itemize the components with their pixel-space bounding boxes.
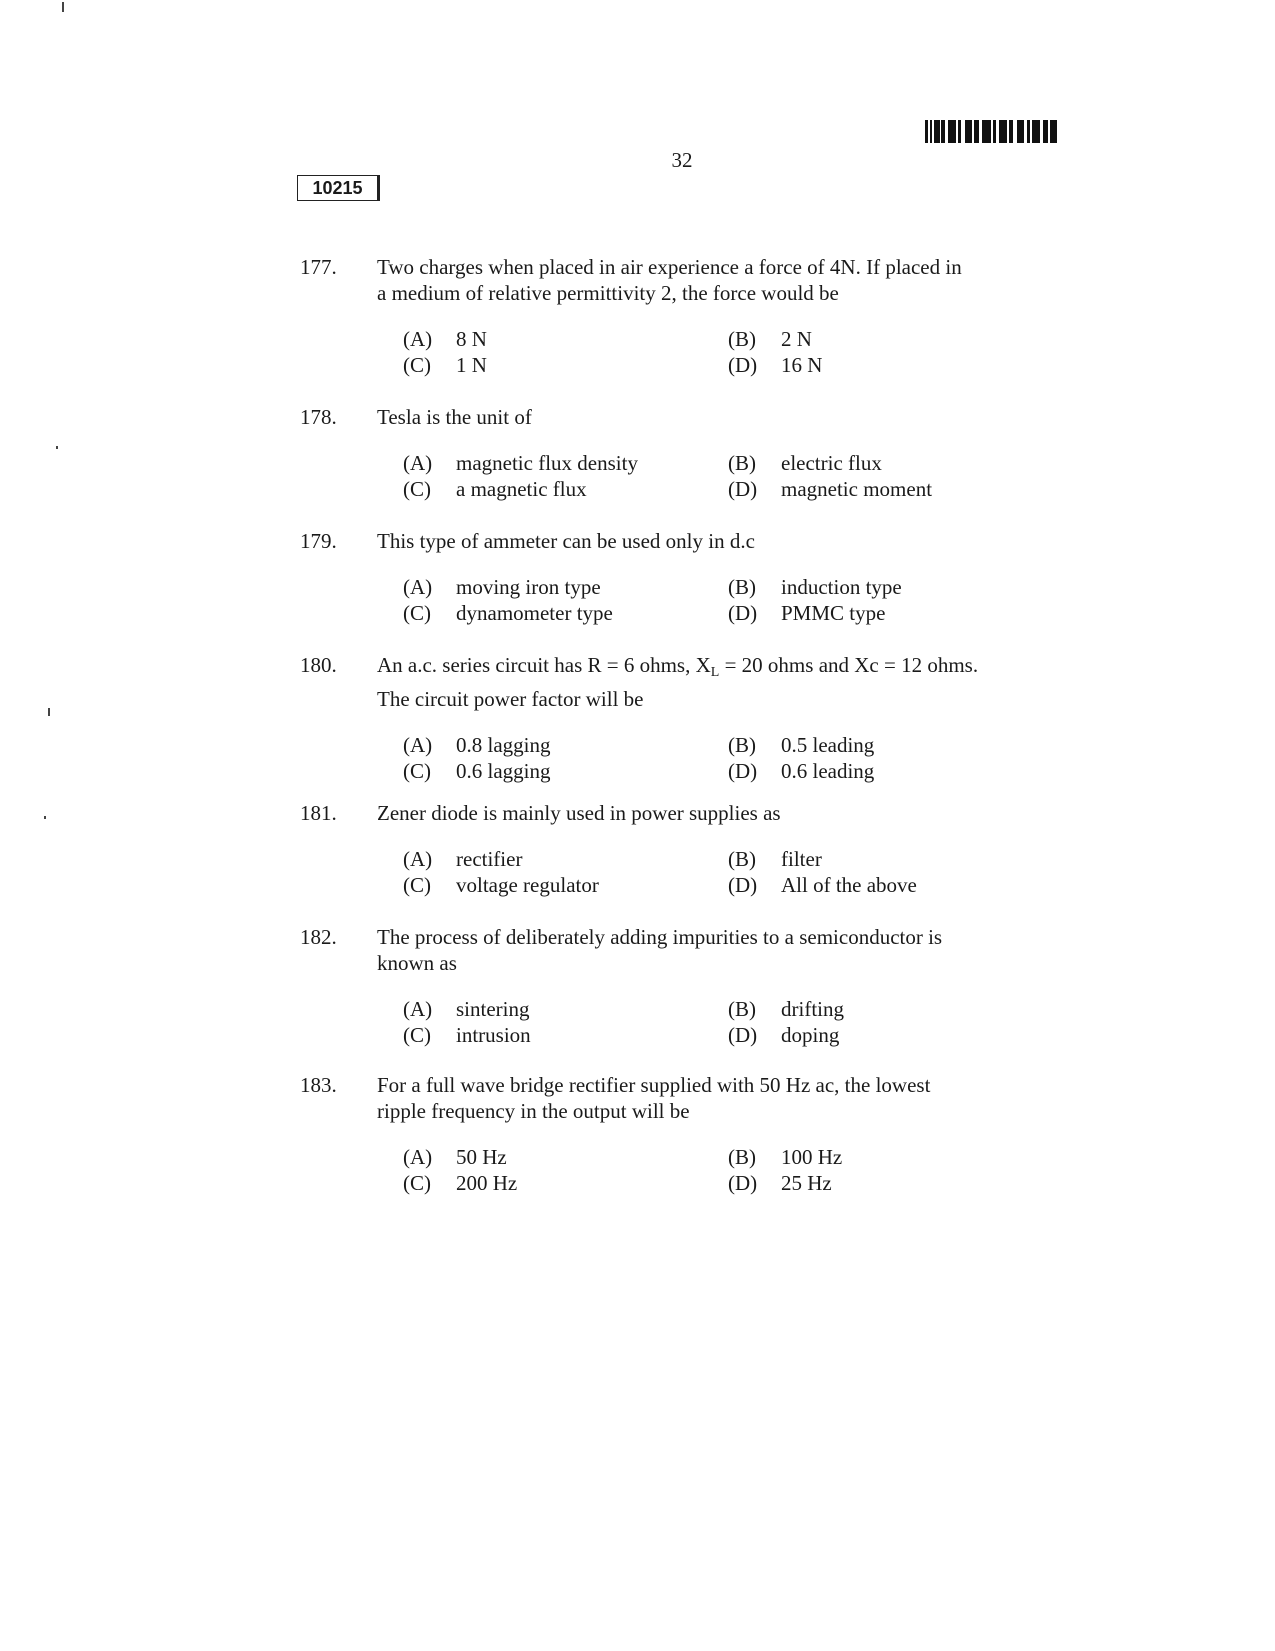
option-text: sintering — [456, 997, 530, 1021]
question-181 — [300, 800, 1060, 898]
option-letter: (B) — [728, 327, 756, 351]
question-text-part: = 20 ohms and Xc = 12 ohms. — [719, 653, 979, 677]
option-letter: (A) — [403, 451, 433, 475]
question-text-line: ripple frequency in the output will be — [377, 1099, 690, 1123]
option-letter: (A) — [403, 575, 433, 599]
option-a — [403, 1144, 728, 1170]
question-number: 180. — [300, 653, 337, 677]
scan-speck — [62, 2, 64, 12]
options-grid — [403, 450, 1060, 502]
question-179 — [300, 528, 1060, 626]
option-letter: (B) — [728, 451, 756, 475]
question-text-line: This type of ammeter can be used only in d.c — [377, 529, 755, 553]
option-letter: (C) — [403, 1023, 431, 1047]
question-text-part: An a.c. series circuit has R = 6 ohms, X — [377, 653, 711, 677]
option-letter: (C) — [403, 477, 431, 501]
option-c — [403, 1170, 728, 1196]
question-text-line: Two charges when placed in air experience a force of 4N. If placed in — [377, 255, 962, 279]
option-b — [728, 326, 1038, 352]
options-grid — [403, 996, 1060, 1048]
question-text — [377, 652, 1052, 712]
option-a — [403, 450, 728, 476]
question-text-line: Zener diode is mainly used in power supplies as — [377, 801, 781, 825]
question-text-line: known as — [377, 951, 457, 975]
options-grid — [403, 1144, 1060, 1196]
option-a — [403, 326, 728, 352]
option-d — [728, 352, 1038, 378]
option-letter: (D) — [728, 353, 758, 377]
question-text-line — [377, 652, 1052, 686]
option-text: rectifier — [456, 847, 523, 871]
question-number: 178. — [300, 405, 337, 429]
option-letter: (B) — [728, 733, 756, 757]
option-c — [403, 476, 728, 502]
option-c — [403, 352, 728, 378]
option-b — [728, 574, 1038, 600]
option-text: 16 N — [781, 353, 823, 377]
option-text: 25 Hz — [781, 1171, 832, 1195]
question-text — [377, 528, 1052, 554]
option-text: doping — [781, 1023, 840, 1047]
option-text: PMMC type — [781, 601, 886, 625]
option-letter: (D) — [728, 1023, 758, 1047]
question-177 — [300, 254, 1060, 378]
question-text-line: a medium of relative permittivity 2, the force would be — [377, 281, 839, 305]
option-letter: (A) — [403, 1145, 433, 1169]
option-letter: (C) — [403, 759, 431, 783]
option-letter: (D) — [728, 1171, 758, 1195]
question-text — [377, 254, 1052, 306]
option-letter: (B) — [728, 997, 756, 1021]
option-d — [728, 872, 1038, 898]
option-text: filter — [781, 847, 822, 871]
option-c — [403, 1022, 728, 1048]
option-letter: (C) — [403, 873, 431, 897]
option-letter: (A) — [403, 327, 433, 351]
option-text: All of the above — [781, 873, 917, 897]
option-letter: (B) — [728, 847, 756, 871]
option-text: magnetic moment — [781, 477, 933, 501]
option-letter: (A) — [403, 847, 433, 871]
question-text-line: The circuit power factor will be — [377, 687, 644, 711]
option-letter: (C) — [403, 353, 431, 377]
option-text: electric flux — [781, 451, 882, 475]
option-text: 1 N — [456, 353, 487, 377]
option-d — [728, 600, 1038, 626]
option-b — [728, 996, 1038, 1022]
option-b — [728, 846, 1038, 872]
question-text-line: The process of deliberately adding impurities to a semiconductor is — [377, 925, 943, 949]
option-text: induction type — [781, 575, 902, 599]
option-text: 0.5 leading — [781, 733, 875, 757]
option-text: drifting — [781, 997, 844, 1021]
option-text: 50 Hz — [456, 1145, 507, 1169]
question-number: 179. — [300, 529, 337, 553]
option-text: voltage regulator — [456, 873, 599, 897]
question-number: 183. — [300, 1073, 337, 1097]
option-d — [728, 758, 1038, 784]
option-letter: (D) — [728, 601, 758, 625]
option-c — [403, 758, 728, 784]
options-grid — [403, 732, 1060, 784]
option-a — [403, 846, 728, 872]
option-d — [728, 1022, 1038, 1048]
option-letter: (C) — [403, 601, 431, 625]
option-text: 2 N — [781, 327, 812, 351]
option-letter: (B) — [728, 1145, 756, 1169]
option-letter: (D) — [728, 477, 758, 501]
option-b — [728, 732, 1038, 758]
option-b — [728, 450, 1038, 476]
question-text-line: Tesla is the unit of — [377, 405, 532, 429]
question-183 — [300, 1072, 1060, 1196]
option-c — [403, 600, 728, 626]
question-182 — [300, 924, 1060, 1048]
options-grid — [403, 326, 1060, 378]
option-text: dynamometer type — [456, 601, 613, 625]
option-d — [728, 1170, 1038, 1196]
option-text: 8 N — [456, 327, 487, 351]
question-text — [377, 800, 1052, 826]
option-text: 0.6 leading — [781, 759, 875, 783]
option-a — [403, 996, 728, 1022]
option-a — [403, 574, 728, 600]
page-number: 32 — [671, 148, 693, 172]
paper-code-box: 10215 — [297, 175, 380, 201]
scan-speck — [56, 446, 58, 449]
question-number: 177. — [300, 255, 337, 279]
question-178 — [300, 404, 1060, 502]
option-text: 0.6 lagging — [456, 759, 551, 783]
option-letter: (A) — [403, 997, 433, 1021]
question-text — [377, 924, 1052, 976]
scan-speck — [48, 708, 50, 716]
option-text: a magnetic flux — [456, 477, 587, 501]
option-text: intrusion — [456, 1023, 531, 1047]
option-text: moving iron type — [456, 575, 601, 599]
option-text: 0.8 lagging — [456, 733, 551, 757]
question-number: 182. — [300, 925, 337, 949]
question-180 — [300, 652, 1060, 784]
option-letter: (B) — [728, 575, 756, 599]
options-grid — [403, 846, 1060, 898]
question-text — [377, 1072, 1052, 1124]
option-d — [728, 476, 1038, 502]
option-b — [728, 1144, 1038, 1170]
question-number: 181. — [300, 801, 337, 825]
scan-speck — [44, 816, 46, 819]
option-text: 200 Hz — [456, 1171, 518, 1195]
option-c — [403, 872, 728, 898]
options-grid — [403, 574, 1060, 626]
option-text: magnetic flux density — [456, 451, 638, 475]
option-letter: (D) — [728, 759, 758, 783]
option-letter: (D) — [728, 873, 758, 897]
option-letter: (C) — [403, 1171, 431, 1195]
question-text — [377, 404, 1052, 430]
subscript-l: L — [710, 665, 720, 680]
option-text: 100 Hz — [781, 1145, 843, 1169]
barcode-icon — [925, 120, 1065, 143]
option-letter: (A) — [403, 733, 433, 757]
option-a — [403, 732, 728, 758]
question-text-line: For a full wave bridge rectifier supplied with 50 Hz ac, the lowest — [377, 1073, 931, 1097]
